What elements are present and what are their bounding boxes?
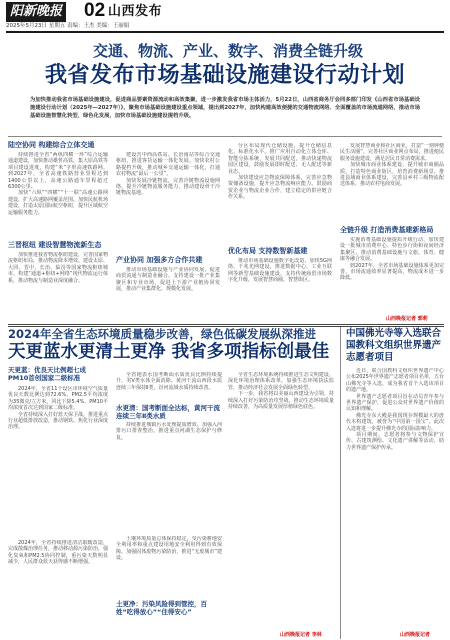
byline: 山西晚报记者 郭莉 (386, 316, 428, 322)
section-title: 山西发布 (108, 4, 163, 19)
bottom-story-kicker: 2024年全省生态环境质量稳步改善，绿色低碳发展纵深推进 (8, 327, 317, 341)
paragraph: 加快城市商业体系建设，提升城市商圈品质，打造特色商业街区，培育消费新场景。推进县域商业体系建设，完善县乡村三级物流配送体系，推动农村电商发展。 (340, 162, 444, 188)
paragraph: 加快“六纵”“四横”“十一联”高速公路网建设，扩大高速路网覆盖范围。加快民航机场建设，打造太原国际航空枢纽，提升区域航空运输服务能力。 (8, 190, 108, 216)
article-column (8, 540, 108, 636)
paragraph: 世界遗产志愿者项目旨在动员青年参与世界遗产保护，促进公众对世界遗产价值的认知和理解。 (346, 393, 444, 413)
article-column (116, 372, 222, 402)
article-column (116, 267, 220, 322)
column-divider (340, 327, 341, 639)
paragraph: 2024年，全省11个设区市环境空气质量优良天数比例达到72.6%，PM2.5平均浓度为35微克/立方米，同比下降5.4%，PM10平均浓度首次达到国家二级标准。 (8, 386, 108, 412)
paragraph: 项目期间，志愿者将参与文物保护宣传、古建筑测绘、文化遗产讲解等活动，助力世界遗产保护传承。 (346, 432, 444, 451)
paragraph: 持续推进城镇污水处理提质增效，加强入河排污口排查整治，推进重点河湖生态保护与修复。 (116, 422, 222, 441)
paragraph: 全省地表水国考断面水质优良比例持续提升，劣Ⅴ类水体全面消除。黄河干流山西段水质连续三年保持Ⅱ类，汾河流域水质持续改善。 (116, 372, 222, 391)
page-number: 02 (84, 0, 106, 21)
article-column (340, 237, 444, 313)
article-column (116, 422, 222, 532)
paragraph: 发展智慧商业和社区商业，打造“一刻钟便民生活圈”，完善社区商业网点布局，推进便民服务设施建设，满足居民日常消费需求。 (340, 143, 444, 162)
article-column (8, 386, 108, 536)
subhead: 全链升级 打造消费基建新格局 (340, 226, 434, 234)
section-divider (8, 324, 444, 325)
subhead: 产业协同 加强多方合作共建 (116, 256, 203, 264)
side-story-headline: 中国佛光寺等入选联合国教科文组织世界遗产志愿者项目 (346, 328, 442, 363)
byline: 山西晚报记者 李林 (280, 632, 322, 638)
top-story-headline: 我省发布市场基础设施建设行动计划 (44, 63, 405, 88)
paragraph: 全省持续深入打好蓝天保卫战，推进重点行业超低排放改造，推动钢铁、焦化行业深度治理。 (8, 411, 108, 431)
top-story-lede: 为加快推动我省市场基础设施建设，促进商品要素资源流动和高效集聚，进一步激发我省市场主体活力，5月22日，山西省商务厅会同多部门印发《山西省市场基础设施建设行动计划（2025年—2027年）》，聚焦市场基础设施建设重点领域，提出到2027年，加快构建高效便捷的交通物流网络、全面覆盖的市场流通网络，推动市场基础设施智慧化转型、绿色化发展，加快市场基础设施建设提档升级。 (30, 97, 420, 119)
paragraph: 2024年，全省持续推进清洁取暖改造，完成散煤治理任务，推动移动源污染防治，强化臭氧和PM2.5协同控制，重污染天数明显减少，人民群众蓝天获得感不断增强。 (8, 540, 108, 566)
paragraph: 加快推进我省物流枢纽建设，完善国家物流枢纽布局，推动物流降本增效。建设太原、大同、晋中、长治、临汾等国家物流枢纽城市，构建“通道+枢纽+网络”现代物流运行体系，推动物流与制造业深度融合。 (8, 252, 108, 284)
paragraph: 推动市场基础设施数字化改造，加快5G网络、千兆光网建设，推进数据中心、工业互联网等新型基础设施建设，支持传统商贸市场数字化升级，发展智慧商圈、智慧街区。 (228, 258, 332, 284)
paragraph: 实施消费基础设施提质升级行动，加快建设一批城市消费中心、特色步行街和夜间经济集聚区，推动消费基础设施与文旅、体育、健康等融合发展。 (340, 237, 444, 263)
article-column (228, 372, 334, 630)
newspaper-logo: 阳新晚报 (6, 2, 66, 22)
article-column (8, 252, 108, 322)
subhead: 陆空协同 构建综合立体交通 (8, 141, 95, 149)
paragraph: 到2027年，全省市场基础设施体系更加完善，市场流通效率显著提高，物流成本进一步降低。 (340, 262, 444, 282)
subhead: 水更清：国考断面全达标，黄河干流连续三年Ⅱ类水质 (116, 404, 220, 420)
masthead (0, 0, 450, 28)
article-column (340, 143, 444, 223)
paragraph: 建设晋中西高铁站、长治南站等综合交通枢纽，推进客货运输一体化发展。加快农村公路提档升级，推动城乡交通运输一体化，打通农村物流“最后一公里”。 (116, 152, 220, 178)
paragraph: 全省生态环境系统持续推进生态文明建设，深化环境治理体系改革，加强生态环境执法监管，推动经济社会发展全面绿色转型。 (228, 372, 334, 391)
dateline: 2025年5月23日 星期五 责编：王杰 美编：王丽娟 (6, 23, 130, 29)
bottom-story-headline: 天更蓝水更清土更净 我省多项指标创最佳 (8, 342, 330, 362)
article-column (228, 258, 332, 322)
paragraph: 分区布局现代仓储设施，提升仓储信息化、标准化水平。推广应用自动化立体仓库、智能分拣系统，发展共同配送，推动快递物流园区建设，鼓励发展即时配送、无人配送等新业态。 (228, 143, 332, 175)
subhead: 优化布局 支持数智新基建 (228, 247, 308, 255)
header-divider (6, 31, 444, 33)
subhead: 天更蓝：优良天比例超七成 PM10首创国家二级标准 (8, 366, 86, 382)
article-column (116, 536, 222, 598)
paragraph: 推动市场基础设施与产业协同发展，促进商贸流通与制造业融合。支持建设一批产业集聚区和专业市场，促进上下游产业链协同发展，推动产业集群化、规模化发展。 (116, 267, 220, 293)
subhead: 三晋枢纽 建设智慧物流新生态 (8, 241, 102, 249)
article-column (116, 152, 220, 252)
paragraph: 近日，联合国教科文组织世界遗产中心公布2025年世界遗产志愿者项目名单，五台山佛光寺等入选，成为我省首个入选该项目的遗产地。 (346, 368, 444, 394)
top-story-kicker: 交通、物流、产业、数字、消费全链升级 (92, 42, 363, 60)
paragraph: 加快建设应急物流保障体系，完善应急物资储备设施，提升应急物流响应能力。鼓励商贸企业与物流企业合作，建立稳定的供应链合作关系。 (228, 175, 332, 201)
paragraph: 佛光寺东大殿是我国现存规模最大的唐代木构建筑，被誉为“中国第一国宝”。此次入选将进一步提升佛光寺的国际影响力。 (346, 412, 444, 432)
subhead: 土更净：污染风险得到管控，百姓“吃得放心”“住得安心” (116, 600, 207, 616)
paragraph: 下一步，我省将以美丽山西建设为引领，持续深入打好污染防治攻坚战，推动生态环境质量持续改善，为高质量发展厚植绿色底色。 (228, 391, 334, 411)
article-column (8, 152, 108, 240)
paragraph: 加快发展冷链物流，完善冷链物流设施网络，提升冷链物流服务能力，推动建设骨干冷链物流基地。 (116, 177, 220, 197)
article-column (228, 143, 332, 243)
paragraph: 持续推进全省“两纵四横一环”综合运输通道建设，加快推动雄忻高铁、集大原高铁等项目建设进度，构建“米”字形高速铁路网。到2027年，全省高速铁路营业里程达到1400公里以上，高速公路通车里程超过6300公里。 (8, 152, 108, 191)
lede-divider (8, 136, 442, 137)
article-column (346, 368, 444, 630)
byline: 山西晚报记者 (400, 632, 431, 638)
paragraph: 土壤环境质量总体保持稳定，受污染耕地安全利用率和重点建设用地安全利用得到有效保障。加强固体废物污染防治，推进“无废城市”建设。 (116, 536, 222, 562)
